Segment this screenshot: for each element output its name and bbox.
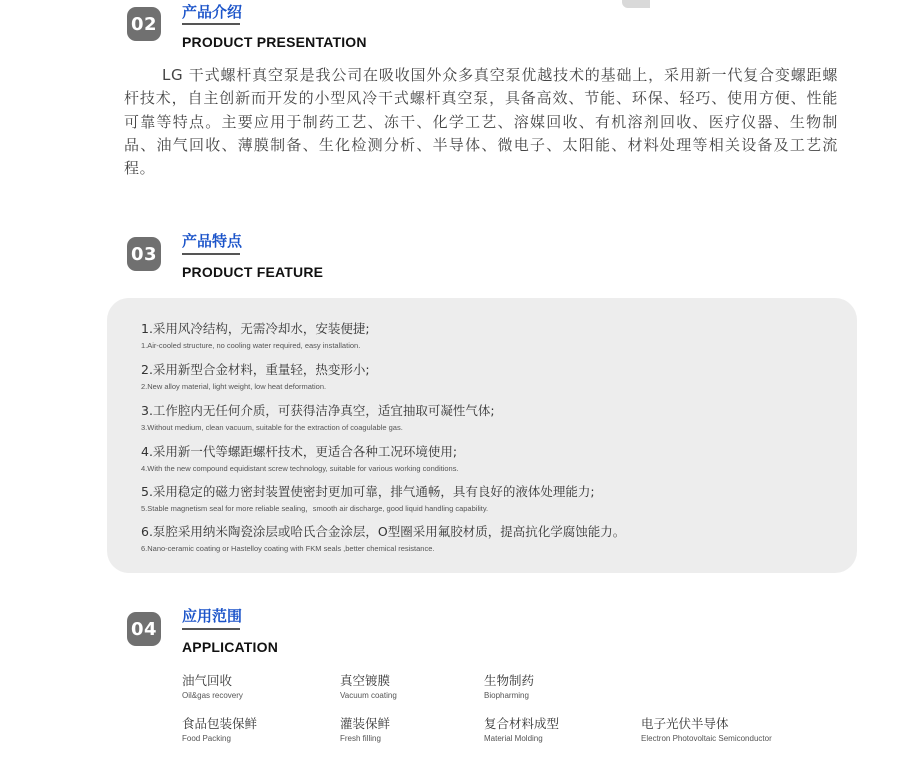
feature-item <box>141 524 625 555</box>
feature-item <box>141 403 495 434</box>
feature-text-en: 4.With the new compound equidistant screw technology, suitable for various working conditions. <box>141 464 459 473</box>
application-name-cn: 食品包装保鲜 <box>182 716 258 731</box>
feature-item <box>141 321 370 352</box>
feature-text-cn: 2.采用新型合金材料，重量轻，热变形小; <box>141 362 370 377</box>
feature-text-en: 1.Air-cooled structure, no cooling water required, easy installation. <box>141 341 361 350</box>
section-number-badge: 02 <box>127 7 161 41</box>
feature-item <box>141 484 595 515</box>
product-description: LG 干式螺杆真空泵是我公司在吸收国外众多真空泵优越技术的基础上，采用新一代复合变螺距螺杆技术，自主创新而开发的小型风冷干式螺杆真空泵，具备高效、节能、环保、轻巧、使用方便、性能可靠等特点。主要应用于制药工艺、冻干、化学工艺、溶媒回收、有机溶剂回收、医疗仪器、生物制品、油气回收、薄膜制备、生化检测分析、半导体、微电子、太阳能、材料处理等相关设备及工艺流程。 <box>124 66 838 178</box>
section-title-en: PRODUCT FEATURE <box>182 264 324 280</box>
feature-text-cn: 4.采用新一代等螺距螺杆技术，更适合各种工况环境使用; <box>141 444 458 459</box>
feature-text-cn: 1.采用风冷结构，无需冷却水，安装便捷; <box>141 321 370 336</box>
application-item <box>182 716 257 745</box>
application-name-en: Vacuum coating <box>340 691 397 700</box>
feature-text-cn: 3.工作腔内无任何介质，可获得洁净真空，适宜抽取可凝性气体; <box>141 403 495 418</box>
section-title-cn: 应用范围 <box>182 607 243 625</box>
application-name-en: Material Molding <box>484 734 543 743</box>
application-item <box>484 673 534 702</box>
application-name-cn: 电子光伏半导体 <box>641 716 729 731</box>
section-title-en: APPLICATION <box>182 639 279 655</box>
feature-text-cn: 6.泵腔采用纳米陶瓷涂层或哈氏合金涂层，O型圈采用氟胶材质，提高抗化学腐蚀能力。 <box>141 524 626 539</box>
application-name-cn: 生物制药 <box>484 673 535 688</box>
section-divider <box>182 23 240 25</box>
application-name-cn: 灌装保鲜 <box>340 716 391 731</box>
application-item <box>340 716 390 745</box>
feature-text-en: 5.Stable magnetism seal for more reliable sealing，smooth air discharge, good liquid handling capability. <box>141 504 489 513</box>
application-name-en: Oil&gas recovery <box>182 691 243 700</box>
application-name-cn: 复合材料成型 <box>484 716 560 731</box>
application-item <box>641 716 772 745</box>
application-item <box>182 673 243 702</box>
application-item <box>484 716 559 745</box>
feature-text-en: 6.Nano-ceramic coating or Hastelloy coating with FKM seals ,better chemical resistance. <box>141 544 435 553</box>
feature-item <box>141 444 459 475</box>
application-name-cn: 油气回收 <box>182 673 233 688</box>
application-name-en: Food Packing <box>182 734 231 743</box>
application-name-en: Electron Photovoltaic Semiconductor <box>641 734 772 743</box>
feature-item <box>141 362 370 393</box>
section-divider <box>182 628 240 630</box>
application-name-en: Biopharming <box>484 691 529 700</box>
product-image-corner <box>622 0 650 8</box>
feature-text-en: 3.Without medium, clean vacuum, suitable for the extraction of coagulable gas. <box>141 423 403 432</box>
application-item <box>340 673 397 702</box>
section-title-cn: 产品特点 <box>182 232 243 250</box>
application-name-en: Fresh filling <box>340 734 381 743</box>
section-title-cn: 产品介绍 <box>182 3 243 21</box>
section-divider <box>182 253 240 255</box>
application-name-cn: 真空镀膜 <box>340 673 391 688</box>
feature-text-cn: 5.采用稳定的磁力密封装置使密封更加可靠，排气通畅，具有良好的液体处理能力; <box>141 484 595 499</box>
feature-text-en: 2.New alloy material, light weight, low heat deformation. <box>141 382 327 391</box>
section-number-badge: 04 <box>127 612 161 646</box>
section-title-en: PRODUCT PRESENTATION <box>182 34 367 50</box>
section-number-badge: 03 <box>127 237 161 271</box>
